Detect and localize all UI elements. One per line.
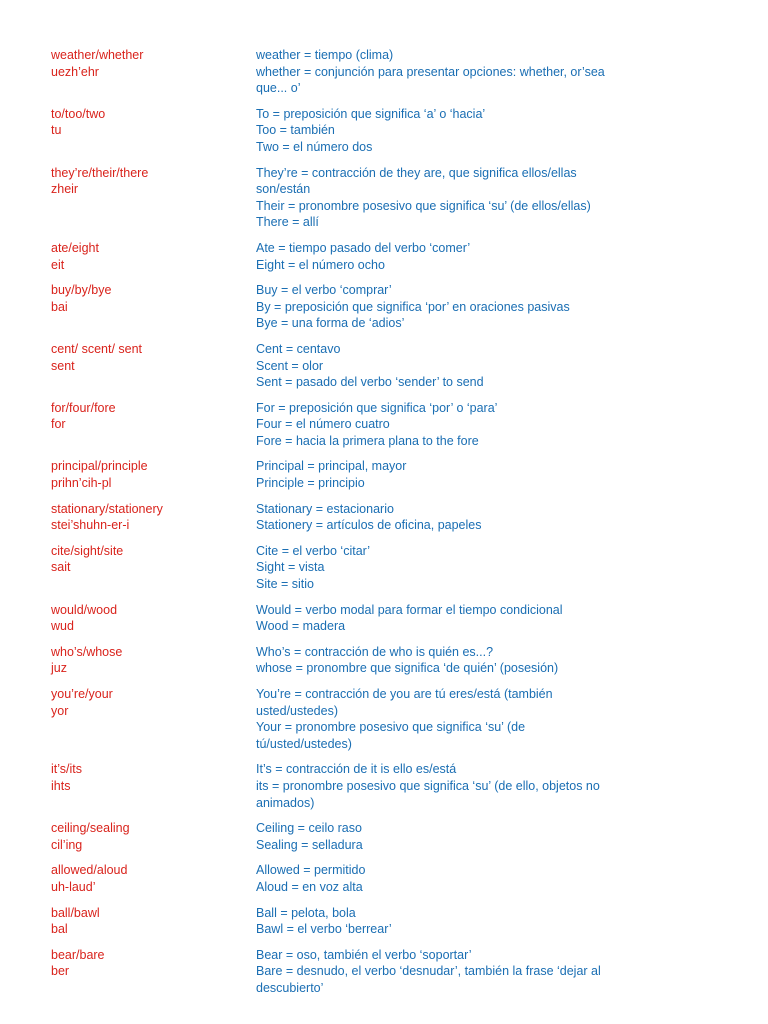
homophone-definitions [256, 686, 656, 752]
homophone-definitions [256, 106, 656, 156]
definition-line: Bear = oso, también el verbo ‘soportar’ [256, 947, 472, 962]
definition-line: whether = conjunción para presentar opciones: whether, or’sea [256, 64, 605, 79]
homophone-term: weather/whether [51, 48, 144, 62]
definition-line: Bye = una forma de ‘adios’ [256, 316, 405, 331]
homophone-entry [0, 165, 768, 231]
definition-line: To = preposición que significa ‘a’ o ‘hacia’ [256, 106, 486, 121]
homophone-terms [0, 947, 256, 997]
definition-line: There = allí [256, 215, 319, 230]
homophone-term: stationary/stationery [51, 501, 163, 516]
homophone-pronunciation: bai [51, 299, 68, 314]
homophone-terms [0, 341, 256, 391]
homophone-entry [0, 240, 768, 273]
definition-line: Two = el número dos [256, 139, 373, 154]
homophone-entry [0, 106, 768, 156]
homophone-term: ball/bawl [51, 905, 100, 920]
homophone-term: ceiling/sealing [51, 821, 130, 836]
homophone-definitions [256, 501, 656, 534]
homophone-terms [0, 400, 256, 450]
definition-line: tú/usted/ustedes) [256, 736, 352, 751]
homophone-term: you’re/your [51, 687, 113, 701]
homophone-definitions [256, 820, 656, 853]
homophone-term: who’s/whose [51, 644, 123, 659]
definition-line: Sent = pasado del verbo ‘sender’ to send [256, 375, 484, 390]
definition-line: Cite = el verbo ‘citar’ [256, 543, 371, 558]
definition-line: Wood = madera [256, 619, 346, 634]
homophone-entry [0, 282, 768, 332]
homophone-pronunciation: sent [51, 358, 75, 373]
homophone-definitions [256, 47, 656, 97]
homophone-terms [0, 686, 256, 752]
homophone-term: bear/bare [51, 947, 105, 962]
homophone-term: allowed/aloud [51, 863, 128, 878]
definition-line: Principal = principal, mayor [256, 459, 407, 474]
homophone-terms [0, 820, 256, 853]
homophone-entry [0, 602, 768, 635]
homophone-pronunciation: zheir [51, 182, 79, 197]
homophone-terms [0, 501, 256, 534]
definition-line: que... o’ [256, 81, 301, 96]
definition-line: For = preposición que significa ‘por’ o ‘para’ [256, 400, 498, 415]
homophone-terms [0, 905, 256, 938]
homophone-entry [0, 862, 768, 895]
definition-line: You’re = contracción de you are tú eres/está (también [256, 687, 553, 701]
homophone-pronunciation: cil’ing [51, 837, 83, 852]
definition-line: Bare = desnudo, el verbo ‘desnudar’, también la frase ‘dejar al [256, 964, 601, 979]
definition-line: Fore = hacia la primera plana to the fore [256, 433, 479, 448]
homophone-term: would/wood [51, 602, 118, 617]
homophone-entry [0, 458, 768, 491]
definition-line: They’re = contracción de they are, que significa ellos/ellas [256, 165, 577, 180]
homophone-definitions [256, 341, 656, 391]
homophone-term: it’s/its [51, 762, 83, 777]
definition-line: Who’s = contracción de who is quién es...? [256, 644, 494, 659]
definition-line: Stationary = estacionario [256, 501, 394, 516]
homophone-entry [0, 761, 768, 811]
homophone-entry [0, 644, 768, 677]
homophone-term: principal/principle [51, 459, 148, 474]
homophone-definitions [256, 761, 656, 811]
definition-line: By = preposición que significa ‘por’ en oraciones pasivas [256, 299, 570, 314]
homophone-terms [0, 543, 256, 593]
homophone-entry [0, 947, 768, 997]
homophone-terms [0, 458, 256, 491]
homophone-term: cent/ scent/ sent [51, 341, 143, 356]
homophone-pronunciation: stei’shuhn-er-i [51, 518, 130, 533]
homophone-pronunciation: sait [51, 560, 71, 575]
homophone-entry [0, 820, 768, 853]
definition-line: Allowed = permitido [256, 863, 366, 878]
homophone-term: to/too/two [51, 106, 106, 121]
homophone-entry [0, 686, 768, 752]
definition-line: weather = tiempo (clima) [256, 48, 394, 62]
definition-line: Their = pronombre posesivo que significa ‘su’ (de ellos/ellas) [256, 198, 591, 213]
homophone-terms [0, 862, 256, 895]
homophone-definitions [256, 282, 656, 332]
homophone-definitions [256, 458, 656, 491]
homophone-term: ate/eight [51, 240, 99, 255]
definition-line: whose = pronombre que significa ‘de quién’ (posesión) [256, 661, 559, 676]
homophone-pronunciation: uezh’ehr [51, 64, 99, 79]
homophone-terms [0, 602, 256, 635]
homophone-pronunciation: wud [51, 619, 74, 634]
definition-line: Aloud = en voz alta [256, 879, 363, 894]
definition-line: Sealing = selladura [256, 837, 363, 852]
homophone-entry [0, 400, 768, 450]
definition-line: its = pronombre posesivo que significa ‘su’ (de ello, objetos no [256, 778, 600, 793]
definition-line: Your = pronombre posesivo que significa ‘su’ (de [256, 720, 526, 735]
homophone-definitions [256, 543, 656, 593]
homophone-terms [0, 644, 256, 677]
homophone-pronunciation: uh-laud’ [51, 879, 96, 894]
homophone-pronunciation: ihts [51, 778, 71, 793]
definition-line: descubierto’ [256, 980, 324, 995]
homophone-terms [0, 240, 256, 273]
definition-line: Stationery = artículos de oficina, papeles [256, 518, 482, 533]
homophone-definitions [256, 602, 656, 635]
homophone-pronunciation: for [51, 417, 66, 432]
definition-line: Scent = olor [256, 358, 324, 373]
definition-line: It’s = contracción de it is ello es/está [256, 762, 457, 777]
definition-line: Ate = tiempo pasado del verbo ‘comer’ [256, 240, 471, 255]
homophone-entry [0, 501, 768, 534]
definition-line: Four = el número cuatro [256, 417, 390, 432]
homophone-terms [0, 761, 256, 811]
homophone-terms [0, 282, 256, 332]
definition-line: Would = verbo modal para formar el tiempo condicional [256, 602, 563, 617]
definition-line: usted/ustedes) [256, 703, 338, 718]
homophone-definitions [256, 862, 656, 895]
homophone-pronunciation: eit [51, 257, 65, 272]
homophone-entry [0, 341, 768, 391]
homophone-term: cite/sight/site [51, 543, 124, 558]
definition-line: Eight = el número ocho [256, 257, 385, 272]
homophone-definitions [256, 644, 656, 677]
definition-line: animados) [256, 795, 315, 810]
definition-line: son/están [256, 182, 311, 197]
definition-line: Sight = vista [256, 560, 325, 575]
homophone-terms [0, 47, 256, 97]
definition-line: Principle = principio [256, 476, 365, 491]
homophone-definitions [256, 240, 656, 273]
homophone-term: for/four/fore [51, 400, 116, 415]
homophone-pronunciation: ber [51, 964, 70, 979]
homophone-entry [0, 47, 768, 97]
homophone-definitions [256, 947, 656, 997]
homophone-definitions [256, 400, 656, 450]
definition-line: Too = también [256, 123, 335, 138]
definition-line: Bawl = el verbo ‘berrear’ [256, 922, 392, 937]
definition-line: Ceiling = ceilo raso [256, 821, 362, 836]
homophone-pronunciation: prihn’cih-pl [51, 476, 112, 491]
homophone-pronunciation: yor [51, 703, 69, 718]
homophone-term: buy/by/bye [51, 283, 112, 298]
homophone-terms [0, 106, 256, 156]
homophone-pronunciation: bal [51, 922, 68, 937]
definition-line: Cent = centavo [256, 341, 341, 356]
homophone-definitions [256, 905, 656, 938]
definition-line: Ball = pelota, bola [256, 905, 356, 920]
homophone-pronunciation: tu [51, 123, 62, 138]
homophone-definitions [256, 165, 656, 231]
homophone-term: they’re/their/there [51, 165, 149, 180]
definition-line: Buy = el verbo ‘comprar’ [256, 283, 392, 298]
definition-line: Site = sitio [256, 577, 315, 592]
homophone-pronunciation: juz [51, 661, 67, 676]
homophone-terms [0, 165, 256, 231]
homophone-entry [0, 905, 768, 938]
homophone-entry [0, 543, 768, 593]
